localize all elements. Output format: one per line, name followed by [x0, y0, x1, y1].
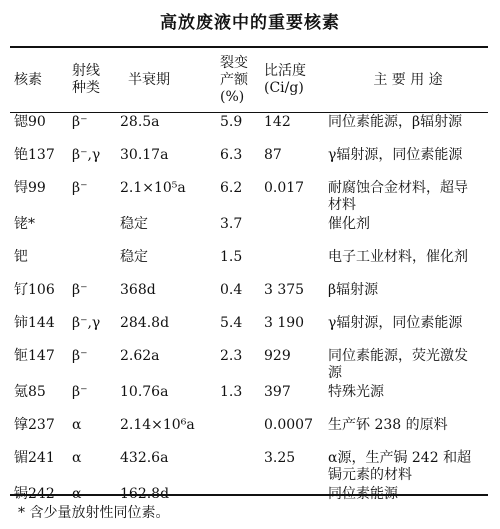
cell-specific-activity	[264, 247, 328, 280]
cell-ray-type: α	[72, 417, 82, 433]
cell-nuclide: 镅241	[14, 450, 55, 466]
table-row	[10, 415, 488, 448]
cell-fission-yield	[220, 448, 264, 484]
table-row	[10, 112, 488, 145]
cell-main-use: α源，生产锔 242 和超 锔元素的材料	[328, 450, 472, 483]
cell-nuclide: 氪85	[14, 384, 46, 400]
cell-main-use: γ辐射源，同位素能源	[328, 147, 463, 163]
cell-half-life: 稳定	[120, 249, 148, 265]
cell-fission-yield	[220, 415, 264, 448]
cell-main-use: γ辐射源，同位素能源	[328, 315, 463, 331]
cell-nuclide: 钯	[14, 249, 28, 265]
table-row	[10, 448, 488, 484]
cell-specific-activity: 142	[264, 114, 291, 130]
cell-nuclide: 铯137	[14, 147, 55, 163]
cell-fission-yield: 5.4	[220, 315, 243, 331]
cell-specific-activity	[264, 484, 328, 517]
cell-ray-type	[72, 214, 120, 247]
header-half-life: 半衰期	[128, 71, 170, 88]
cell-fission-yield: 2.3	[220, 348, 243, 364]
cell-ray-type: β⁻	[72, 282, 88, 298]
cell-ray-type: β⁻	[72, 180, 88, 196]
cell-fission-yield: 6.3	[220, 147, 243, 163]
cell-specific-activity: 929	[264, 348, 291, 364]
cell-specific-activity: 3.25	[264, 450, 296, 466]
cell-main-use: 电子工业材料，催化剂	[328, 249, 468, 265]
cell-half-life: 432.6a	[120, 450, 169, 466]
cell-half-life: 28.5a	[120, 114, 160, 130]
cell-specific-activity: 0.017	[264, 180, 305, 196]
table-row	[10, 214, 488, 247]
cell-half-life: 284.8d	[120, 315, 170, 331]
cell-nuclide: 铑*	[14, 216, 35, 232]
cell-fission-yield: 5.9	[220, 114, 243, 130]
cell-nuclide: 锔242	[14, 486, 55, 502]
cell-main-use: 特殊光源	[328, 384, 384, 400]
header-nuclide: 核素	[14, 71, 42, 88]
header-main-use: 主 要 用 途	[373, 71, 443, 88]
cell-specific-activity: 397	[264, 384, 291, 400]
table-row	[10, 247, 488, 280]
cell-fission-yield: 0.4	[220, 282, 243, 298]
cell-ray-type: β⁻	[72, 348, 88, 364]
cell-fission-yield: 6.2	[220, 180, 243, 196]
table-row	[10, 280, 488, 313]
cell-half-life: 30.17a	[120, 147, 169, 163]
cell-specific-activity: 87	[264, 147, 282, 163]
table-row	[10, 313, 488, 346]
cell-half-life: 2.62a	[120, 348, 160, 364]
cell-ray-type: β⁻	[72, 114, 88, 130]
table-row	[10, 145, 488, 178]
cell-ray-type: β⁻	[72, 384, 88, 400]
cell-fission-yield: 1.3	[220, 384, 243, 400]
header-specific-activity: 比活度 (Ci/g)	[264, 63, 306, 96]
cell-ray-type: β⁻,γ	[72, 315, 101, 331]
table-row	[10, 178, 488, 214]
cell-main-use: 同位素能源	[328, 486, 398, 502]
cell-ray-type: α	[72, 486, 82, 502]
cell-ray-type: α	[72, 450, 82, 466]
cell-nuclide: 钷147	[14, 348, 55, 364]
cell-main-use: 催化剂	[328, 216, 370, 232]
cell-half-life: 2.14×10⁶a	[120, 417, 195, 433]
cell-half-life: 稳定	[120, 216, 148, 232]
table-title: 高放废液中的重要核素	[160, 13, 340, 33]
cell-main-use: β辐射源	[328, 282, 379, 298]
cell-specific-activity: 0.0007	[264, 417, 313, 433]
table-row	[10, 346, 488, 382]
cell-fission-yield: 1.5	[220, 249, 243, 265]
header-ray-type: 射线 种类	[72, 63, 100, 96]
cell-main-use: 生产钚 238 的原料	[328, 417, 448, 433]
cell-half-life: 10.76a	[120, 384, 169, 400]
cell-main-use: 耐腐蚀合金材料，超导 材料	[328, 180, 468, 213]
cell-nuclide: 锝99	[14, 180, 46, 196]
cell-ray-type	[72, 247, 120, 280]
cell-nuclide: 铈144	[14, 315, 55, 331]
cell-half-life: 2.1×10⁵a	[120, 180, 186, 196]
cell-specific-activity: 3 190	[264, 315, 305, 331]
cell-half-life: 162.8d	[120, 486, 170, 502]
cell-fission-yield: 3.7	[220, 216, 243, 232]
header-fission-yield: 裂变 产额 (%)	[220, 54, 248, 105]
cell-ray-type: β⁻,γ	[72, 147, 101, 163]
cell-fission-yield	[220, 484, 264, 517]
cell-specific-activity: 3 375	[264, 282, 305, 298]
cell-nuclide: 钌106	[14, 282, 55, 298]
nuclide-table	[10, 48, 488, 517]
cell-half-life: 368d	[120, 282, 156, 298]
cell-main-use: 同位素能源，β辐射源	[328, 114, 463, 130]
cell-main-use: 同位素能源，荧光激发 源	[328, 348, 468, 381]
table-row	[10, 382, 488, 415]
cell-nuclide: 锶90	[14, 114, 46, 130]
header-row	[10, 48, 488, 112]
cell-specific-activity	[264, 214, 328, 247]
footnote: * 含少量放射性同位素。	[18, 505, 170, 521]
cell-nuclide: 镎237	[14, 417, 55, 433]
